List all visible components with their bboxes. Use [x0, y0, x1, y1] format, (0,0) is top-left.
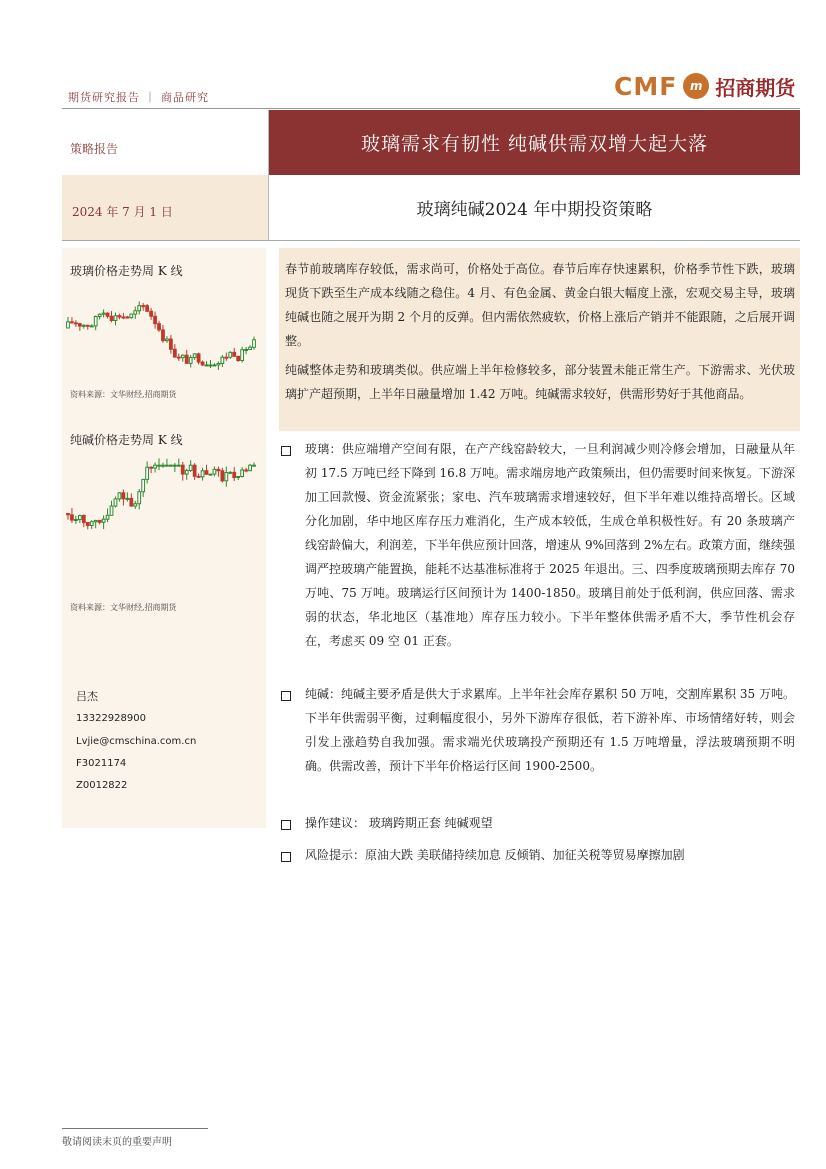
candle-body: [75, 520, 78, 521]
candle-body: [213, 469, 216, 474]
candle-body: [138, 492, 141, 504]
candle-body: [189, 358, 192, 364]
header-vertical-divider: [268, 110, 269, 240]
chart2-source: 资料来源：文华财经,招商期货: [70, 603, 177, 612]
candle-body: [122, 317, 125, 318]
candle-body: [229, 472, 232, 473]
candle-body: [217, 363, 220, 364]
candle-body: [114, 499, 117, 506]
chart2-title: 纯碱价格走势周 K 线: [70, 433, 183, 447]
candle-body: [237, 477, 240, 478]
candle-body: [106, 313, 109, 316]
bullet-risk: 风险提示：原油大跌 美联储持续加息 反倾销、加征关税等贸易摩擦加剧: [305, 848, 685, 862]
candle-body: [150, 467, 153, 468]
candle-body: [205, 471, 208, 474]
candle-body: [193, 354, 196, 358]
candle-body: [146, 467, 149, 479]
candle-body: [82, 516, 85, 523]
title-divider: [62, 240, 800, 241]
candle-body: [102, 313, 105, 314]
candle-body: [185, 355, 188, 363]
candle-body: [110, 316, 113, 320]
company-logo: [614, 70, 795, 102]
candle-body: [67, 322, 70, 328]
candle-body: [158, 324, 161, 330]
candle-body: [241, 470, 244, 477]
candle-body: [154, 465, 157, 468]
candle-body: [102, 519, 105, 522]
report-type: 策略报告: [70, 142, 119, 156]
candle-body: [177, 465, 180, 466]
candle-body: [106, 515, 109, 519]
candle-body: [217, 469, 220, 470]
candle-body: [138, 306, 141, 311]
candle-body: [94, 317, 97, 326]
candle-body: [225, 357, 228, 358]
candle-body: [67, 514, 70, 515]
candle-body: [142, 306, 145, 307]
candle-body: [122, 493, 125, 499]
candle-body: [98, 520, 101, 522]
candle-body: [245, 470, 248, 471]
candle-body: [233, 352, 236, 356]
report-breadcrumb: 期货研究报告 ｜ 商品研究: [68, 91, 209, 104]
candle-body: [114, 316, 117, 321]
bullet-icon: [281, 445, 291, 459]
candle-body: [98, 314, 101, 316]
candle-body: [166, 339, 169, 341]
candle-body: [90, 522, 93, 526]
candle-body: [241, 350, 244, 361]
candle-body: [205, 365, 208, 366]
candle-body: [170, 339, 173, 349]
candle-body: [253, 465, 256, 466]
main-title: 玻璃需求有韧性 纯碱供需双增大起大落: [269, 110, 800, 175]
candle-body: [173, 465, 176, 466]
candle-body: [249, 347, 252, 349]
summary-paragraph-1: 春节前玻璃库存较低，需求尚可，价格处于高位。春节后库存快速累积，价格季节性下跌，玻璃现货下跌至生产成本线随之稳住。4 月、有色金属、黄金白银大幅度上涨，宏观交易主导，玻璃纯碱也随之展开为期 2 个月的反弹。但内需依然疲软，价格上涨后产销并不能跟随，之后展开调整。: [285, 262, 795, 348]
candle-body: [221, 471, 224, 481]
candle-body: [118, 316, 121, 317]
bullet-soda: 纯碱：纯碱主要矛盾是供大于求累库。上半年社会库存累积 50 万吨，交割库累积 35 万吨。下半年供需弱平衡，过剩幅度很小，另外下游库存很低，若下游补库、市场情绪好转，则会引发上涨趋势自我加强。需求端光伏玻璃投产预期还有 1.5 万吨增量，浮法玻璃预期不明确。供需改善，预计下半年价格运行区间 1900-2500。: [305, 687, 795, 773]
logo-cn-text: 招商期货: [715, 75, 796, 100]
chart1-title: 玻璃价格走势周 K 线: [70, 264, 183, 278]
candle-body: [170, 465, 173, 466]
candle-body: [94, 520, 97, 521]
candle-body: [162, 330, 165, 341]
candle-body: [213, 365, 216, 366]
candle-body: [237, 356, 240, 360]
soda-kline-chart: [66, 456, 262, 576]
candle-body: [78, 516, 81, 520]
candle-body: [126, 498, 129, 499]
bullet-icon: [281, 851, 291, 865]
footer-divider: [62, 1128, 208, 1129]
candle-body: [118, 493, 121, 499]
candle-body: [75, 323, 78, 324]
logo-mark-icon: m: [683, 73, 709, 99]
candle-body: [82, 325, 85, 326]
candle-body: [158, 465, 161, 466]
footer-disclaimer: 敬请阅读末页的重要声明: [62, 1137, 172, 1148]
candle-body: [126, 317, 129, 318]
analyst-cert-2: Z0012822: [76, 780, 128, 791]
summary-paragraph-2: 纯碱整体走势和玻璃类似。供应端上半年检修较多，部分装置未能正常生产。下游需求、光伏玻璃扩产超预期，上半年日融量增加 1.42 万吨。纯碱需求较好，供需形势好于其他商品。: [285, 363, 795, 401]
candle-body: [225, 473, 228, 481]
candle-body: [154, 316, 157, 323]
candle-body: [197, 476, 200, 477]
candle-body: [166, 465, 169, 466]
candle-body: [78, 324, 81, 326]
glass-kline-chart: [66, 284, 262, 374]
analyst-phone: 13322928900: [76, 713, 146, 724]
candle-body: [150, 311, 153, 316]
candle-body: [245, 349, 248, 350]
candle-body: [130, 314, 133, 318]
candle-body: [197, 354, 200, 362]
candle-body: [110, 506, 113, 515]
candle-body: [173, 349, 176, 357]
candle-body: [71, 515, 74, 520]
candle-body: [209, 365, 212, 366]
candle-body: [189, 465, 192, 470]
candle-body: [86, 522, 89, 525]
candle-body: [146, 306, 149, 312]
candle-body: [181, 355, 184, 357]
candle-body: [253, 340, 256, 348]
bullet-glass: 玻璃：供应端增产空间有限，在产产线窑龄较大，一旦利润减少则冷修会增加，日融量从年初 17.5 万吨已经下降到 16.8 万吨。需求端房地产政策频出，但仍需要时间来恢复。下游深加工回款慢、资金流紧张；家电、汽车玻璃需求增速较好，但下半年难以维持高增长。区域分化加剧，华中地区库存压力难消化，生产成本较低，生成仓单积极性好。有 20 条玻璃产线窑龄偏大，利润差，下半年供应预计回落，增速从 9%回落到 2%左右。政策方面，继续强调严控玻璃产能置换，能耗不达基准标准将于 2025 年退出。三、四季度玻璃预期去库存 70 万吨、75 万吨。玻璃运行区间预计为 1400-1850。玻璃目前处于低利润，供应回落、需求弱的状态，华北地区（基准地）库存压力较小。下半年整体供需矛盾不大，季节性机会存在，考虑买 09 空 01 正套。: [305, 442, 795, 648]
candle-body: [162, 465, 165, 466]
analyst-cert-1: F3021174: [76, 758, 127, 769]
candle-body: [201, 471, 204, 477]
logo-cmf-text: CMF: [614, 71, 678, 101]
bullet-icon: [281, 819, 291, 833]
candle-body: [142, 479, 145, 491]
candle-body: [249, 465, 252, 470]
candle-body: [185, 470, 188, 474]
candle-body: [86, 325, 89, 326]
candle-body: [130, 498, 133, 506]
candle-body: [71, 322, 74, 323]
sub-title: 玻璃纯碱2024 年中期投资策略: [416, 200, 653, 220]
candle-body: [134, 311, 137, 314]
candle-body: [181, 465, 184, 474]
candle-body: [193, 465, 196, 476]
candle-body: [201, 362, 204, 365]
bullet-operation: 操作建议： 玻璃跨期正套 纯碱观望: [305, 816, 493, 830]
candle-body: [221, 357, 224, 363]
candle-body: [229, 352, 232, 357]
report-date: 2024 年 7 月 1 日: [72, 205, 173, 219]
header-divider: [62, 108, 800, 109]
bullet-icon: [281, 690, 291, 704]
chart1-source: 资料来源：文华财经,招商期货: [70, 390, 177, 399]
candle-body: [90, 326, 93, 327]
analyst-email[interactable]: Lvjie@cmschina.com.cn: [76, 736, 197, 747]
candle-body: [134, 504, 137, 506]
candle-body: [209, 474, 212, 475]
candle-body: [177, 357, 180, 358]
candle-body: [233, 472, 236, 477]
analyst-name: 吕杰: [76, 690, 98, 703]
